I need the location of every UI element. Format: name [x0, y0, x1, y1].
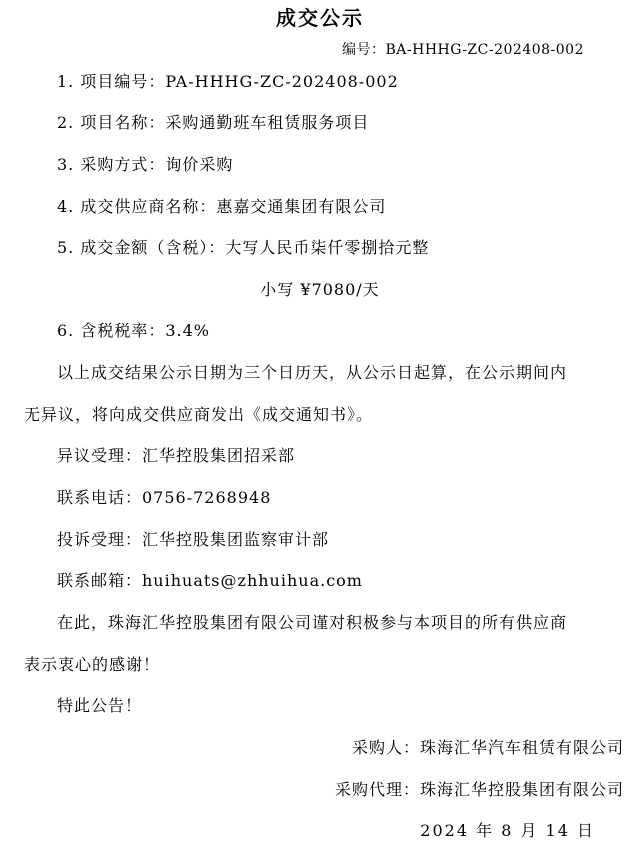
item-project-name: 2. 项目名称：采购通勤班车租赁服务项目: [57, 113, 370, 132]
signature-purchaser: 采购人：珠海汇华汽车租赁有限公司: [351, 738, 624, 757]
contact-phone: 联系电话：0756-7268948: [57, 488, 272, 507]
signature-date: 2024 年 8 月 14 日: [420, 821, 595, 840]
notice-paragraph-line-2: 无异议，将向成交供应商发出《成交通知书》。: [24, 405, 374, 424]
complaint-contact: 投诉受理：汇华控股集团监察审计部: [57, 530, 330, 549]
item-tax-rate: 6. 含税税率：3.4%: [57, 321, 211, 340]
document-title: 成交公示: [276, 6, 364, 30]
item-amount-uppercase: 5. 成交金额（含税）：大写人民币柒仟零捌拾元整: [57, 238, 430, 257]
thanks-paragraph-line-2: 表示衷心的感谢！: [24, 655, 161, 674]
contact-email: 联系邮箱：huihuats@zhhuihua.com: [57, 571, 363, 590]
notice-paragraph-line-1: 以上成交结果公示日期为三个日历天，从公示日起算，在公示期间内: [57, 363, 568, 382]
document-number: 编号：BA-HHHG-ZC-202408-002: [342, 42, 584, 58]
closing-remark: 特此公告！: [57, 696, 143, 715]
objection-contact: 异议受理：汇华控股集团招采部: [57, 446, 296, 465]
signature-agent: 采购代理：珠海汇华控股集团有限公司: [334, 780, 624, 799]
item-procurement-method: 3. 采购方式：询价采购: [57, 155, 234, 174]
item-supplier-name: 4. 成交供应商名称：惠嘉交通集团有限公司: [57, 197, 387, 216]
item-project-number: 1. 项目编号：PA-HHHG-ZC-202408-002: [57, 72, 399, 91]
thanks-paragraph-line-1: 在此，珠海汇华控股集团有限公司谨对积极参与本项目的所有供应商: [57, 613, 568, 632]
item-amount-lowercase: 小写 ¥7080/天: [260, 280, 380, 299]
